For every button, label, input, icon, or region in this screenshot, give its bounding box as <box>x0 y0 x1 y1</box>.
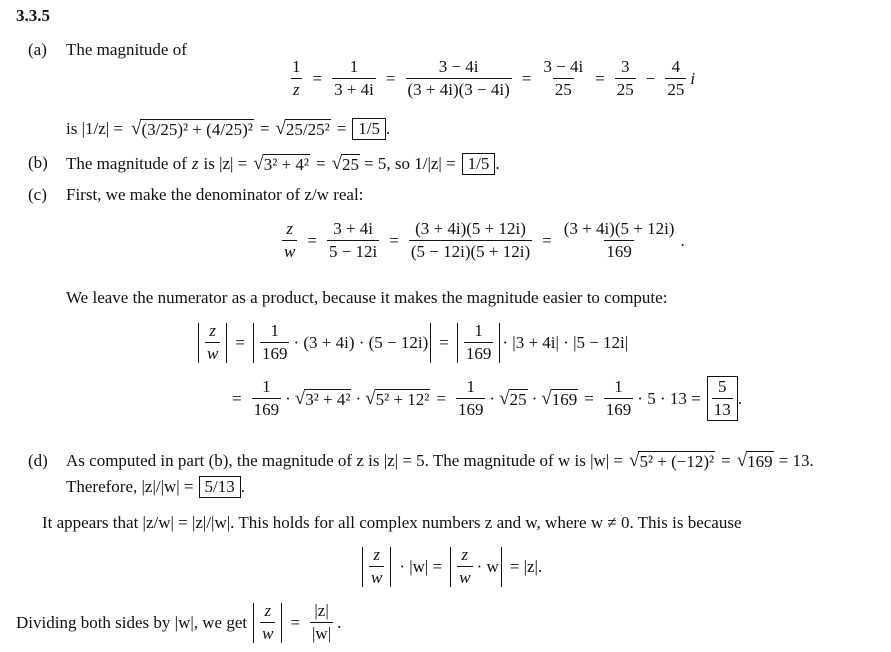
part-d-answer-box: 5/13 <box>199 476 241 498</box>
part-d-label: (d) <box>28 451 48 470</box>
part-c-label: (c) <box>28 185 47 204</box>
part-b-text: The magnitude of z is |z| = √ 3² + 4² = √ 25 = 5, so 1/|z| = 1/5 . <box>66 153 500 174</box>
part-c-answer-box: $\frac{5}{13}$ <box>707 376 738 421</box>
part-a-answer-box: 1/5 <box>352 118 386 140</box>
part-a-intro: The magnitude of <box>66 40 187 59</box>
part-c-intro: First, we make the denominator of z/w real: <box>66 185 364 204</box>
part-a-result: is |1/z| = √ (3/25)² + (4/25)² = √ 25/25² = 1/5 . <box>66 118 391 139</box>
part-a-label: (a) <box>28 40 47 59</box>
part-c-note: We leave the numerator as a product, because it makes the magnitude easier to compute: <box>66 288 668 307</box>
final-statement: Dividing both sides by |w|, we get $\frac{z}{w}$ = $\frac{|z|}{|w|}$ . <box>16 601 342 643</box>
part-c-equation-3: = $\frac{1}{169}$ · √ 3² + 4² · √ 5² + 12² = $\frac{1}{169}$ · √ 25 · √ 169 = $\frac{1}{169}$ · 5 · 13 = $\frac{5}{13}$ . <box>232 377 742 419</box>
part-a-equation: $\frac{1}{z}$ = $\frac{1}{3 + 4i}$ = $\frac{3 - 4i}{(3 + 4i)(3 - 4i)}$ = $\frac{3 - 4i}{25}$ = $\frac{3}{25}$ − $\frac{4}{25}$ i <box>292 57 696 99</box>
part-d-text: As computed in part (b), the magnitude of z is |z| = 5. The magnitude of w is |w| = √ 5² + (−12)² = √ 169 = 13. <box>66 450 814 471</box>
part-c-equation-1: $\frac{z}{w}$ = $\frac{3 + 4i}{5 - 12i}$ = $\frac{(3 + 4i)(5 + 12i)}{(5 - 12i)(5 + 12i)}$ = $\frac{(3 + 4i)(5 + 12i)}{169}$ . <box>284 219 685 261</box>
conclusion-equation: $\frac{z}{w}$ · |w| = $\frac{z}{w}$ · w = |z|. <box>360 546 542 587</box>
conclusion-text: It appears that |z/w| = |z|/|w|. This holds for all complex numbers z and w, where w ≠ 0. This is because <box>42 513 742 532</box>
part-c-equation-2: $\frac{z}{w}$ = $\frac{1}{169}$ · (3 + 4i) · (5 − 12i) = $\frac{1}{169}$ · |3 + 4i| · |5 − 12i| <box>196 322 628 363</box>
part-d-therefore: Therefore, |z|/|w| = 5/13 . <box>66 477 245 496</box>
part-b-label: (b) <box>28 153 48 172</box>
part-b-answer-box: 1/5 <box>462 153 496 175</box>
problem-number: 3.3.5 <box>16 6 50 25</box>
